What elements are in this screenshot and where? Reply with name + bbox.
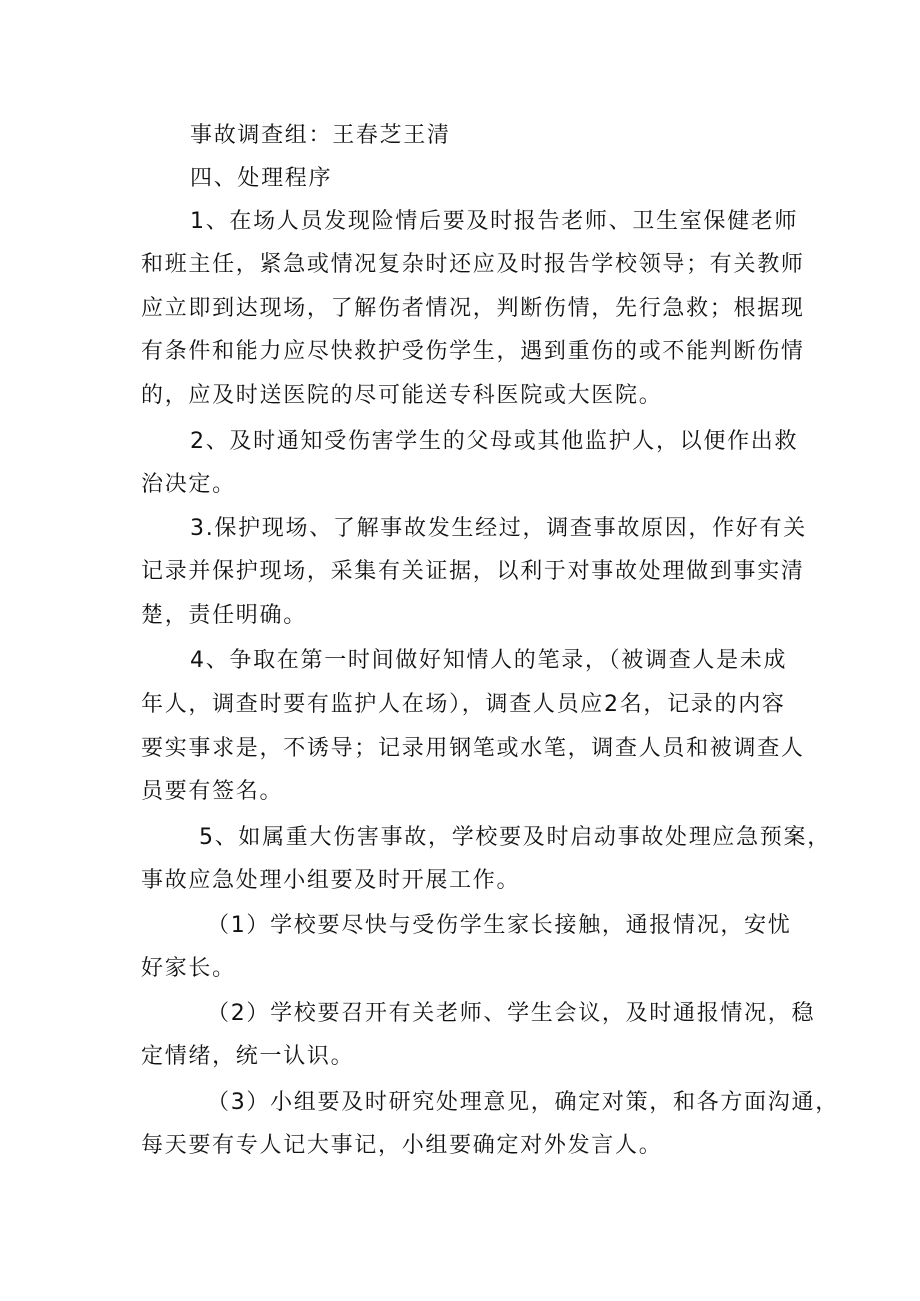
paragraph-line: 5、如属重大伤害事故，学校要及时启动事故处理应急预案， — [199, 825, 831, 850]
paragraph-line: 1、在场人员发现险情后要及时报告老师、卫生室保健老师 — [190, 209, 799, 234]
paragraph-line: 年人，调查时要有监护人在场），调查人员应2名，记录的内容 — [141, 692, 786, 717]
paragraph-line: （3）小组要及时研究处理意见，确定对策，和各方面沟通， — [207, 1090, 839, 1115]
paragraph-line: 定情绪，统一认识。 — [141, 1044, 355, 1069]
investigation-team-line: 事故调查组：王春芝王清 — [190, 123, 451, 148]
paragraph-line: 每天要有专人记大事记，小组要确定对外发言人。 — [141, 1133, 663, 1158]
paragraph-line: 楚，责任明确。 — [141, 603, 307, 628]
paragraph-line: 应立即到达现场，了解伤者情况，判断伤情，先行急救；根据现 — [141, 296, 805, 321]
paragraph-line: 治决定。 — [141, 472, 236, 497]
paragraph-line: 员要有签名。 — [141, 779, 284, 804]
paragraph-line: 和班主任，紧急或情况复杂时还应及时报告学校领导；有关教师 — [141, 252, 805, 277]
section-heading: 四、处理程序 — [190, 166, 333, 191]
paragraph-line: （1）学校要尽快与受伤学生家长接触，通报情况，安忧 — [207, 913, 792, 938]
paragraph-line: 好家长。 — [141, 956, 236, 981]
paragraph-line: 2、及时通知受伤害学生的父母或其他监护人，以便作出救 — [190, 429, 799, 454]
paragraph-line: 有条件和能力应尽快救护受伤学生，遇到重伤的或不能判断伤情 — [141, 339, 805, 364]
paragraph-line: 3.保护现场、了解事故发生经过，调查事故原因，作好有关 — [190, 516, 807, 541]
paragraph-line: 4、争取在第一时间做好知情人的笔录，（被调查人是未成 — [190, 648, 788, 673]
paragraph-line: 的，应及时送医院的尽可能送专科医院或大医院。 — [141, 383, 663, 408]
paragraph-line: （2）学校要召开有关老师、学生会议，及时通报情况，稳 — [207, 1001, 816, 1026]
paragraph-line: 记录并保护现场，采集有关证据，以利于对事故处理做到事实清 — [141, 559, 805, 584]
paragraph-line: 要实事求是，不诱导；记录用钢笔或水笔，调查人员和被调查人 — [141, 736, 805, 761]
paragraph-line: 事故应急处理小组要及时开展工作。 — [141, 868, 521, 893]
